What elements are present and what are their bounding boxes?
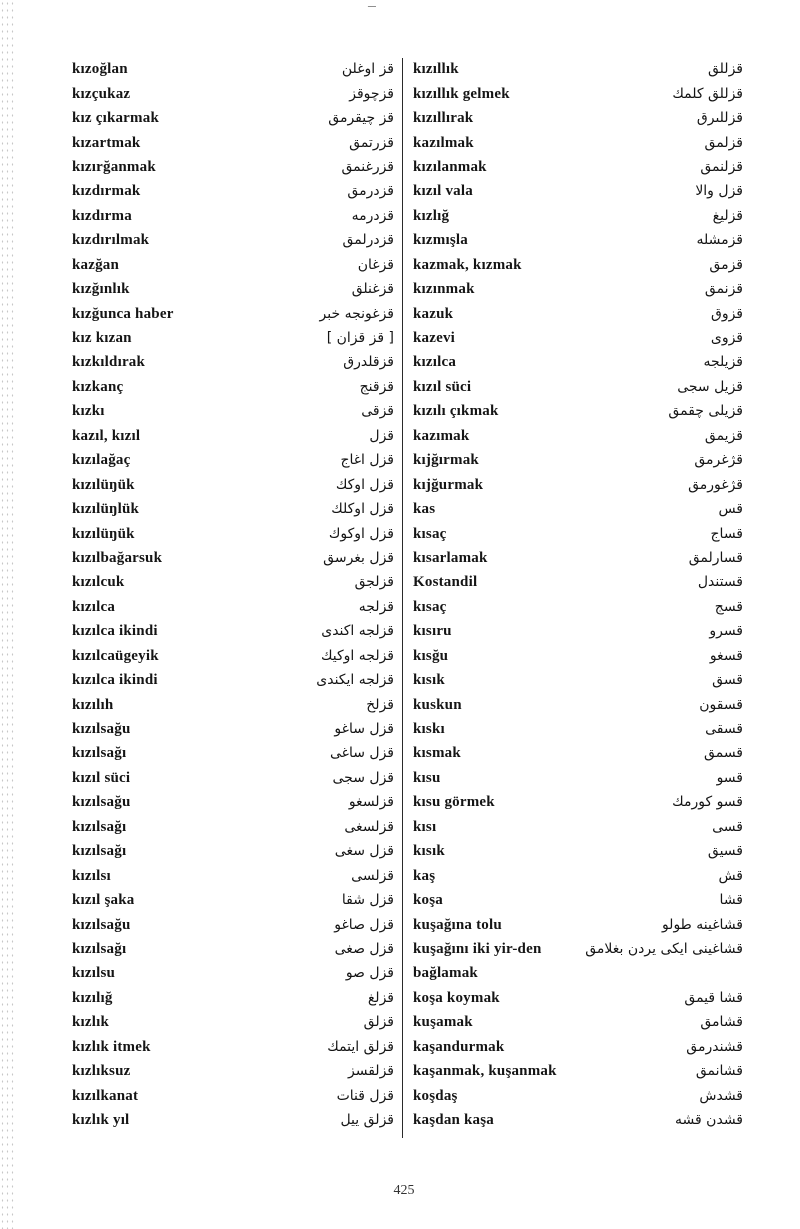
dictionary-entry bbox=[72, 399, 394, 423]
entry-arabic-script: قزللىرق bbox=[696, 110, 743, 127]
entry-latin-headword: kızlığ bbox=[413, 207, 450, 224]
entry-latin-headword: kızılkanat bbox=[72, 1087, 139, 1104]
entry-arabic-script: قزل سغى bbox=[334, 843, 394, 860]
dictionary-entry bbox=[413, 424, 743, 448]
entry-arabic-script: قژغرمق bbox=[694, 452, 743, 469]
entry-latin-headword: kızartmak bbox=[72, 134, 141, 151]
dictionary-entry bbox=[72, 961, 394, 985]
entry-latin-headword: kızırğanmak bbox=[72, 158, 156, 175]
entry-arabic-script: قسو كورمك bbox=[672, 794, 743, 811]
entry-latin-headword: kızılsu bbox=[72, 965, 116, 982]
entry-latin-headword: kızıllırak bbox=[413, 110, 474, 127]
entry-arabic-script: قزللق bbox=[708, 61, 743, 78]
entry-latin-headword: koşa koymak bbox=[413, 989, 500, 1006]
dictionary-entry bbox=[72, 301, 394, 325]
entry-latin-headword: kızılsağı bbox=[72, 843, 127, 860]
dictionary-entry bbox=[413, 692, 743, 716]
entry-latin-headword: kızınmak bbox=[413, 281, 475, 298]
entry-arabic-script: قزلق ييل bbox=[340, 1112, 394, 1129]
entry-arabic-script: قسق bbox=[712, 672, 743, 689]
dictionary-entry bbox=[413, 81, 743, 105]
entry-latin-headword: kızoğlan bbox=[72, 61, 128, 78]
entry-arabic-script: قزلقسز bbox=[348, 1063, 394, 1080]
entry-arabic-script: قشدش bbox=[699, 1087, 743, 1104]
dictionary-entry bbox=[72, 888, 394, 912]
entry-arabic-script: قزلسغى bbox=[344, 818, 394, 835]
entry-latin-headword: kızmışla bbox=[413, 232, 468, 249]
entry-latin-headword: kızılsağı bbox=[72, 745, 127, 762]
left-column bbox=[72, 57, 394, 1132]
entry-latin-headword: kızılsağı bbox=[72, 940, 127, 957]
entry-latin-headword: kızılanmak bbox=[413, 158, 487, 175]
dictionary-entry bbox=[72, 815, 394, 839]
entry-latin-headword: kızıl süci bbox=[72, 769, 131, 786]
entry-arabic-script: قسارلمق bbox=[688, 549, 743, 566]
entry-latin-headword: kısmak bbox=[413, 745, 461, 762]
entry-arabic-script: قزيمق bbox=[704, 427, 743, 444]
entry-latin-headword: kızılı çıkmak bbox=[413, 403, 499, 420]
dictionary-entry bbox=[72, 497, 394, 521]
dictionary-entry bbox=[72, 375, 394, 399]
entry-latin-headword: kızılsağu bbox=[72, 721, 131, 738]
dictionary-entry bbox=[413, 472, 743, 496]
dictionary-entry bbox=[413, 595, 743, 619]
dictionary-entry bbox=[72, 863, 394, 887]
entry-latin-headword: kıjğırmak bbox=[413, 452, 479, 469]
dictionary-entry bbox=[72, 1108, 394, 1132]
dictionary-entry bbox=[413, 1010, 743, 1034]
entry-latin-headword: kuşağına tolu bbox=[413, 916, 502, 933]
entry-arabic-script: قزلجق bbox=[354, 574, 394, 591]
entry-arabic-script: قزلسغو bbox=[348, 794, 394, 811]
dictionary-entry bbox=[72, 937, 394, 961]
entry-latin-headword: kuşağını iki yir-den bağlamak bbox=[413, 940, 542, 981]
dictionary-entry bbox=[72, 57, 394, 81]
entry-latin-headword: kızlık yıl bbox=[72, 1112, 130, 1129]
entry-latin-headword: koşa bbox=[413, 892, 443, 909]
entry-arabic-script: قزل ساغى bbox=[329, 745, 394, 762]
entry-arabic-script: قزدرمه bbox=[351, 207, 394, 224]
entry-arabic-script: قساج bbox=[710, 525, 743, 542]
entry-arabic-script: قزل قنات bbox=[336, 1087, 394, 1104]
dictionary-entry bbox=[72, 1059, 394, 1083]
scan-edge-noise bbox=[0, 0, 14, 1229]
entry-arabic-script: قزل صو bbox=[345, 965, 394, 982]
entry-latin-headword: kızılsağu bbox=[72, 794, 131, 811]
dictionary-entry bbox=[72, 253, 394, 277]
entry-latin-headword: kıskı bbox=[413, 721, 445, 738]
dictionary-entry bbox=[413, 228, 743, 252]
entry-latin-headword: kızılüŋük bbox=[72, 476, 135, 493]
entry-arabic-script: قس bbox=[718, 501, 743, 518]
dictionary-entry bbox=[72, 350, 394, 374]
dictionary-entry bbox=[72, 1035, 394, 1059]
dictionary-entry bbox=[413, 741, 743, 765]
dictionary-entry bbox=[413, 1059, 743, 1083]
entry-arabic-script: قزچوقز bbox=[349, 85, 394, 102]
dictionary-entry bbox=[413, 350, 743, 374]
entry-latin-headword: kızıl süci bbox=[413, 378, 472, 395]
dictionary-entry bbox=[72, 790, 394, 814]
right-column bbox=[413, 57, 743, 1132]
entry-latin-headword: kızıl şaka bbox=[72, 892, 135, 909]
dictionary-entry bbox=[72, 106, 394, 130]
dictionary-entry bbox=[413, 179, 743, 203]
entry-latin-headword: kız kızan bbox=[72, 330, 132, 347]
entry-latin-headword: kısık bbox=[413, 843, 445, 860]
dictionary-entry bbox=[413, 570, 743, 594]
dictionary-entry bbox=[413, 986, 743, 1010]
entry-arabic-script: قزل اغاج bbox=[340, 452, 394, 469]
entry-arabic-script: قزل والا bbox=[695, 183, 743, 200]
column-divider bbox=[402, 58, 403, 1138]
dictionary-entry bbox=[413, 888, 743, 912]
dictionary-entry bbox=[72, 570, 394, 594]
top-mark: ـــ bbox=[368, 0, 376, 10]
dictionary-entry bbox=[413, 155, 743, 179]
entry-arabic-script: قزل بغرسق bbox=[323, 549, 394, 566]
entry-arabic-script: قزيلجه bbox=[703, 354, 743, 371]
entry-latin-headword: kısıru bbox=[413, 623, 452, 640]
page-number: 425 bbox=[393, 1183, 415, 1198]
entry-latin-headword: kazevi bbox=[413, 330, 456, 347]
entry-arabic-script: قزيل سجى bbox=[677, 378, 743, 395]
entry-latin-headword: kısı bbox=[413, 818, 437, 835]
dictionary-entry bbox=[413, 253, 743, 277]
dictionary-entry bbox=[72, 692, 394, 716]
entry-latin-headword: kızılca bbox=[413, 354, 457, 371]
entry-latin-headword: kaşandurmak bbox=[413, 1038, 505, 1055]
entry-arabic-script: قسغو bbox=[709, 647, 743, 664]
entry-latin-headword: kaşdan kaşa bbox=[413, 1112, 494, 1129]
dictionary-entry bbox=[72, 1083, 394, 1107]
entry-arabic-script: قزلق ايتمك bbox=[327, 1038, 394, 1055]
dictionary-entry bbox=[413, 57, 743, 81]
entry-latin-headword: kısğu bbox=[413, 647, 449, 664]
entry-latin-headword: kısu bbox=[413, 769, 441, 786]
dictionary-entry bbox=[72, 741, 394, 765]
entry-arabic-script: قزمشله bbox=[696, 232, 743, 249]
entry-arabic-script: قزللق كلمك bbox=[672, 85, 743, 102]
dictionary-entry bbox=[413, 546, 743, 570]
entry-latin-headword: kızkıldırak bbox=[72, 354, 146, 371]
dictionary-entry bbox=[72, 546, 394, 570]
entry-arabic-script: قز چيقرمق bbox=[328, 110, 394, 127]
entry-arabic-script: قشدن قشه bbox=[675, 1112, 743, 1129]
dictionary-entry bbox=[413, 815, 743, 839]
dictionary-entry bbox=[413, 399, 743, 423]
entry-latin-headword: kızıl vala bbox=[413, 183, 473, 200]
entry-arabic-script: قزلجه اكندى bbox=[321, 623, 394, 640]
entry-latin-headword: kız çıkarmak bbox=[72, 110, 159, 127]
entry-arabic-script: قزرتمق bbox=[349, 134, 394, 151]
entry-arabic-script: [ قز قزان ] bbox=[326, 330, 394, 347]
entry-latin-headword: Kostandil bbox=[413, 574, 478, 591]
entry-arabic-script: قزلجه bbox=[358, 598, 394, 615]
entry-arabic-script: قسقى bbox=[705, 721, 743, 738]
entry-arabic-script: قشاغينه طولو bbox=[661, 916, 743, 933]
entry-arabic-script: قزقنج bbox=[359, 378, 394, 395]
dictionary-entry bbox=[413, 912, 743, 936]
entry-latin-headword: kızğunca haber bbox=[72, 305, 174, 322]
dictionary-entry bbox=[72, 179, 394, 203]
dictionary-entry bbox=[72, 155, 394, 179]
entry-arabic-script: قزوى bbox=[710, 330, 743, 347]
entry-arabic-script: قزلغ bbox=[367, 989, 394, 1006]
entry-latin-headword: kızlıksuz bbox=[72, 1063, 131, 1080]
entry-arabic-script: قشا bbox=[719, 892, 743, 909]
entry-arabic-script: قشامق bbox=[700, 1014, 743, 1031]
entry-arabic-script: قسج bbox=[714, 598, 743, 615]
dictionary-entry bbox=[413, 863, 743, 887]
entry-arabic-script: قزدرلمق bbox=[342, 232, 394, 249]
dictionary-entry bbox=[72, 448, 394, 472]
entry-latin-headword: kızğınlık bbox=[72, 281, 130, 298]
dictionary-entry bbox=[413, 619, 743, 643]
dictionary-entry bbox=[72, 326, 394, 350]
entry-arabic-script: قزمق bbox=[709, 256, 743, 273]
entry-latin-headword: kazğan bbox=[72, 256, 120, 273]
dictionary-entry bbox=[413, 644, 743, 668]
entry-arabic-script: قزلسى bbox=[351, 867, 394, 884]
dictionary-entry bbox=[72, 986, 394, 1010]
dictionary-entry bbox=[413, 668, 743, 692]
entry-latin-headword: kızılüŋük bbox=[72, 525, 135, 542]
entry-arabic-script: قسمق bbox=[704, 745, 743, 762]
entry-arabic-script: قزرغنمق bbox=[341, 158, 394, 175]
entry-arabic-script: قزلجه ايكندى bbox=[316, 672, 394, 689]
entry-latin-headword: kazuk bbox=[413, 305, 454, 322]
entry-latin-headword: kızılca bbox=[72, 598, 116, 615]
entry-arabic-script: قزقى bbox=[361, 403, 394, 420]
dictionary-entry bbox=[413, 1083, 743, 1107]
entry-arabic-script: قز اوغلن bbox=[341, 61, 394, 78]
dictionary-entry bbox=[72, 228, 394, 252]
entry-latin-headword: kıjğurmak bbox=[413, 476, 484, 493]
dictionary-entry bbox=[413, 448, 743, 472]
entry-arabic-script: قشاغينى ايكى يردن بغلامق bbox=[585, 940, 743, 957]
dictionary-entry bbox=[413, 766, 743, 790]
dictionary-entry bbox=[72, 839, 394, 863]
entry-latin-headword: kızlık itmek bbox=[72, 1038, 151, 1055]
entry-latin-headword: kızılca ikindi bbox=[72, 623, 158, 640]
entry-latin-headword: kızıllık bbox=[413, 61, 459, 78]
entry-latin-headword: kazmak, kızmak bbox=[413, 256, 522, 273]
entry-latin-headword: kızçukaz bbox=[72, 85, 131, 102]
entry-arabic-script: قزل صاغو bbox=[334, 916, 394, 933]
entry-arabic-script: قزل شقا bbox=[341, 892, 394, 909]
entry-arabic-script: قشندرمق bbox=[686, 1038, 743, 1055]
entry-arabic-script: قزلق bbox=[363, 1014, 394, 1031]
entry-latin-headword: kızdırmak bbox=[72, 183, 141, 200]
entry-latin-headword: kısarlamak bbox=[413, 549, 488, 566]
entry-arabic-script: قزل bbox=[369, 427, 394, 444]
dictionary-entry bbox=[72, 472, 394, 496]
entry-latin-headword: kızıllık gelmek bbox=[413, 85, 510, 102]
dictionary-entry bbox=[413, 790, 743, 814]
dictionary-entry bbox=[72, 644, 394, 668]
entry-arabic-script: قشانمق bbox=[695, 1063, 743, 1080]
entry-latin-headword: kazıl, kızıl bbox=[72, 427, 141, 444]
entry-arabic-script: قسى bbox=[712, 818, 743, 835]
entry-arabic-script: قزل ساغو bbox=[334, 721, 394, 738]
entry-latin-headword: kızılıh bbox=[72, 696, 114, 713]
dictionary-entry bbox=[72, 130, 394, 154]
entry-latin-headword: kızılcuk bbox=[72, 574, 125, 591]
entry-arabic-script: قزل سجى bbox=[332, 769, 394, 786]
entry-latin-headword: kısaç bbox=[413, 598, 447, 615]
dictionary-entry bbox=[413, 277, 743, 301]
entry-latin-headword: kızkı bbox=[72, 403, 105, 420]
dictionary-entry bbox=[72, 595, 394, 619]
entry-latin-headword: kaşanmak, kuşanmak bbox=[413, 1063, 557, 1080]
entry-latin-headword: kızılağaç bbox=[72, 452, 131, 469]
entry-arabic-script: قزغان bbox=[357, 256, 394, 273]
entry-arabic-script: قستندل bbox=[697, 574, 743, 591]
entry-latin-headword: kısık bbox=[413, 672, 445, 689]
entry-latin-headword: kızdırma bbox=[72, 207, 132, 224]
dictionary-entry bbox=[413, 839, 743, 863]
entry-latin-headword: kızılsağı bbox=[72, 818, 127, 835]
dictionary-entry bbox=[413, 204, 743, 228]
dictionary-entry bbox=[72, 1010, 394, 1034]
entry-latin-headword: kızılca ikindi bbox=[72, 672, 158, 689]
entry-arabic-script: قزل اوكلك bbox=[331, 501, 394, 518]
dictionary-entry bbox=[72, 204, 394, 228]
dictionary-entry bbox=[413, 521, 743, 545]
entry-arabic-script: قزنمق bbox=[704, 281, 743, 298]
entry-arabic-script: قزلمق bbox=[704, 134, 743, 151]
entry-latin-headword: kısaç bbox=[413, 525, 447, 542]
entry-arabic-script: قزغنلق bbox=[351, 281, 394, 298]
entry-arabic-script: قسرو bbox=[709, 623, 743, 640]
dictionary-entry bbox=[72, 424, 394, 448]
entry-arabic-script: قزيلى چقمق bbox=[668, 403, 743, 420]
entry-latin-headword: kuskun bbox=[413, 696, 462, 713]
entry-latin-headword: kazımak bbox=[413, 427, 470, 444]
entry-latin-headword: kazılmak bbox=[413, 134, 474, 151]
entry-latin-headword: kızlık bbox=[72, 1014, 110, 1031]
dictionary-entry bbox=[72, 277, 394, 301]
entry-arabic-script: قزقلدرق bbox=[343, 354, 394, 371]
dictionary-entry bbox=[413, 937, 743, 986]
dictionary-entry bbox=[72, 81, 394, 105]
entry-latin-headword: kaş bbox=[413, 867, 436, 884]
entry-arabic-script: قشا قيمق bbox=[684, 989, 743, 1006]
entry-arabic-script: قزلجه اوكيك bbox=[320, 647, 394, 664]
entry-latin-headword: kısu görmek bbox=[413, 794, 495, 811]
entry-latin-headword: kuşamak bbox=[413, 1014, 473, 1031]
entry-arabic-script: قزليغ bbox=[712, 207, 743, 224]
dictionary-entry bbox=[413, 497, 743, 521]
dictionary-entry bbox=[72, 766, 394, 790]
entry-arabic-script: قش bbox=[718, 867, 743, 884]
entry-arabic-script: قزدرمق bbox=[347, 183, 394, 200]
entry-latin-headword: kızılsı bbox=[72, 867, 111, 884]
dictionary-entry bbox=[72, 619, 394, 643]
entry-arabic-script: قژغورمق bbox=[688, 476, 743, 493]
entry-arabic-script: قسو bbox=[716, 769, 743, 786]
entry-latin-headword: kızılığ bbox=[72, 989, 113, 1006]
entry-arabic-script: قزل اوكك bbox=[335, 476, 394, 493]
entry-arabic-script: قزلنمق bbox=[700, 158, 743, 175]
entry-latin-headword: kızılsağu bbox=[72, 916, 131, 933]
dictionary-entry bbox=[413, 106, 743, 130]
dictionary-entry bbox=[413, 717, 743, 741]
entry-latin-headword: kızdırılmak bbox=[72, 232, 150, 249]
entry-arabic-script: قزوق bbox=[710, 305, 743, 322]
entry-latin-headword: kızılbağarsuk bbox=[72, 549, 163, 566]
entry-arabic-script: قزغونجه خبر bbox=[319, 305, 394, 322]
dictionary-entry bbox=[72, 717, 394, 741]
dictionary-entry bbox=[413, 1108, 743, 1132]
entry-arabic-script: قزلخ bbox=[366, 696, 394, 713]
dictionary-entry bbox=[413, 375, 743, 399]
dictionary-entry bbox=[413, 1035, 743, 1059]
entry-arabic-script: قسيق bbox=[707, 843, 743, 860]
entry-latin-headword: kızılüŋlük bbox=[72, 501, 140, 518]
dictionary-entry bbox=[413, 130, 743, 154]
entry-arabic-script: قزل اوكوك bbox=[328, 525, 394, 542]
entry-latin-headword: kas bbox=[413, 501, 436, 518]
dictionary-entry bbox=[413, 301, 743, 325]
dictionary-entry bbox=[72, 668, 394, 692]
dictionary-entry bbox=[72, 912, 394, 936]
entry-latin-headword: koşdaş bbox=[413, 1087, 458, 1104]
entry-latin-headword: kızılcaügeyik bbox=[72, 647, 159, 664]
dictionary-entry bbox=[72, 521, 394, 545]
entry-arabic-script: قزل صغى bbox=[334, 940, 394, 957]
dictionary-entry bbox=[413, 326, 743, 350]
entry-arabic-script: قسقون bbox=[699, 696, 743, 713]
entry-latin-headword: kızkanç bbox=[72, 378, 124, 395]
